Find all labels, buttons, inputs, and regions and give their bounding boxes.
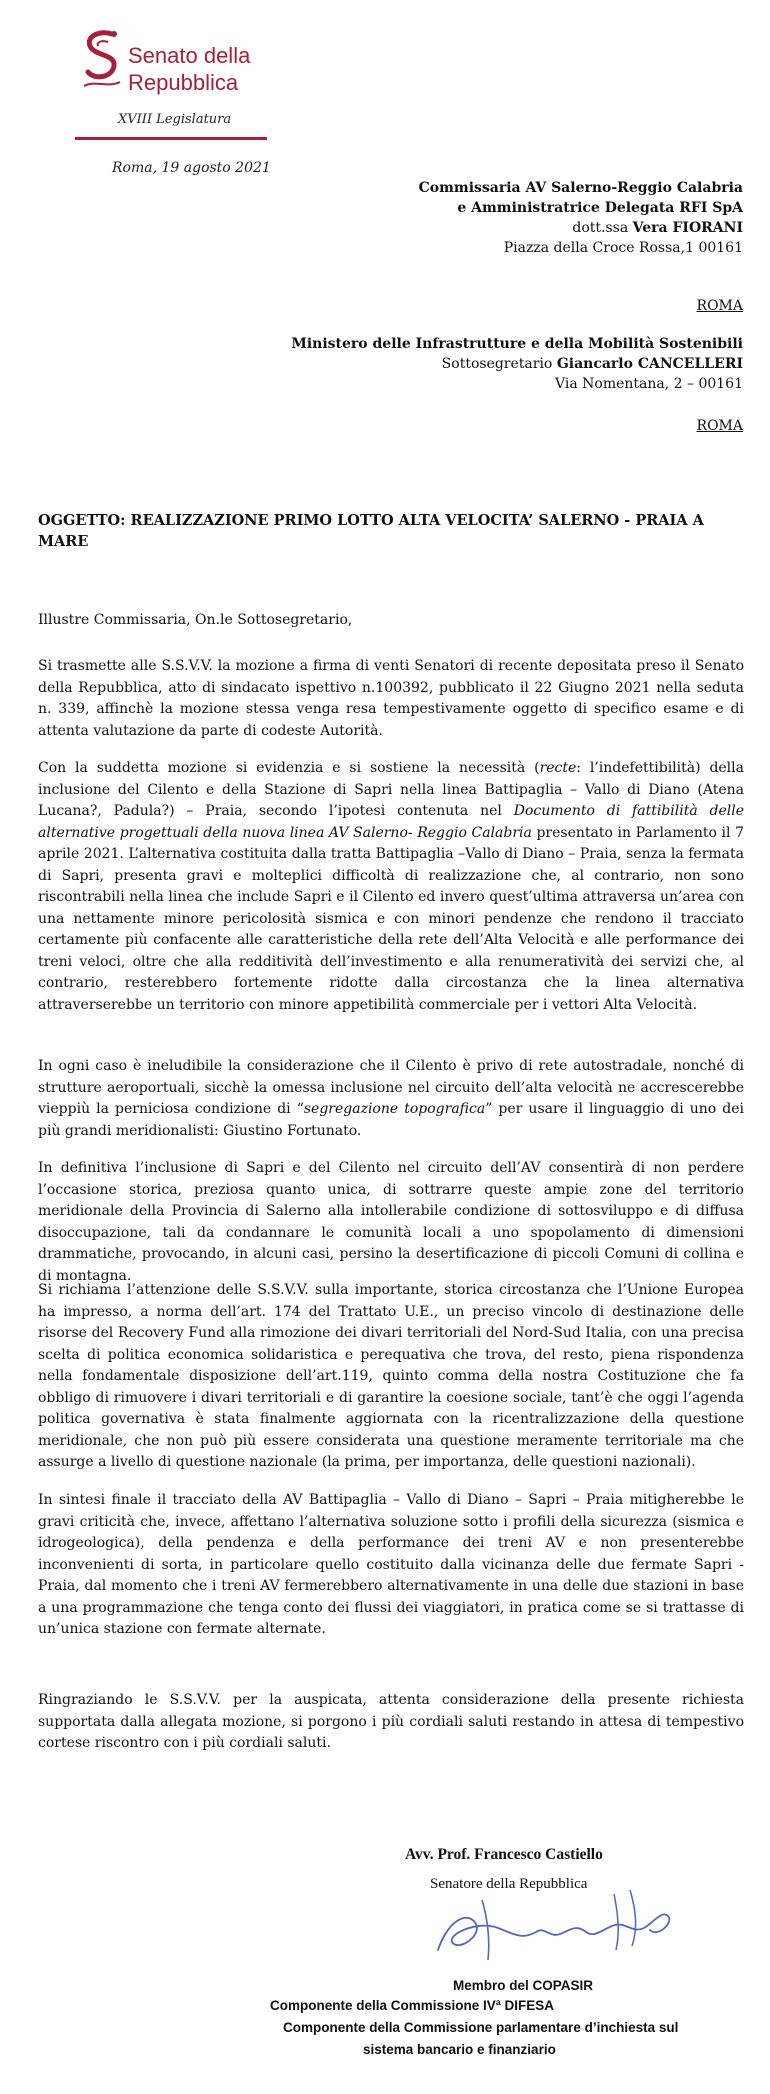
senate-logo — [78, 28, 126, 90]
letterhead-divider — [75, 137, 267, 140]
recipient-2-line-3: Via Nomentana, 2 – 00161 — [555, 376, 743, 392]
role-1: Membro del COPASIR — [453, 1978, 594, 1993]
recipient-block-2 — [123, 334, 743, 394]
paragraph-7: Ringraziando le S.S.V.V. per la auspicata, attenta considerazione della presente richiesta supportata dalla allegata mozione, si porgono i più cordiali saluti restando in attesa di tempestivo cortese riscontro con i più cordiali saluti. — [38, 1692, 744, 1751]
paragraph-5: Si richiama l’attenzione delle S.S.V.V. sulla importante, storica circostanza che l’Unione Europea ha impresso, a norma dell’art. 174 del Trattato U.E., un preciso vincolo di destinazione delle risorse del Recovery Fund alla rimozione dei divari territoriali del Nord-Sud Italia, con una precisa scelta di politica economica solidaristica e perequativa che trova, del resto, piena rispondenza nella fondamentale disposizione dell’art.119, quinto comma della nostra Costituzione che fa obbligo di rimuovere i divari territoriali e di garantire la coesione sociale, tant’è che oggi l’agenda politica governativa è stata finalmente aggiornata con la ricentralizzazione della questione meridionale, che non può più essere considerata una questione meramente territoriale ma che assurge a livello di questione nazionale (la prima, per importanza, delle questioni nazionali). — [38, 1282, 744, 1470]
signatory-title: Senatore della Repubblica — [430, 1876, 588, 1892]
paragraph-6: In sintesi finale il tracciato della AV Battipaglia – Vallo di Diano – Sapri – Praia mitigherebbe le gravi criticità che, invece, affettano l’alternativa soluzione sotto i profili della sicurezza (sismica e idrogeologica), della pendenza e della performance dei treni AV e non presenterebbe inconvenienti di sorta, in particolare quello costituito dalla vicinanza delle due fermate Sapri - Praia, dal momento che i treni AV fermerebbero alternativamente in una delle due stazioni in base a una programmazione che tenga conto dei flussi dei viaggiatori, in pratica come se si trattasse di un’unica stazione con fermate alternate. — [38, 1492, 744, 1637]
paragraph-3: In ogni caso è ineludibile la considerazione che il Cilento è privo di rete autostradale, nonché di strutture aeroportuali, sicchè la omessa inclusione nel circuito dell’alta velocità ne accrescerebbe vieppiù la perniciosa condizione di “segregazione topografica” per usare il linguaggio di uno dei più grandi meridionalisti: Giustino Fortunato. — [38, 1058, 744, 1139]
letter-subject: OGGETTO: REALIZZAZIONE PRIMO LOTTO ALTA VELOCITA’ SALERNO - PRAIA A MARE — [38, 512, 704, 550]
recipient-1-name: Vera FIORANI — [632, 220, 743, 236]
handwritten-signature — [418, 1880, 698, 1970]
recipient-1-line-3 — [223, 218, 743, 238]
paragraph-1: Si trasmette alle S.S.V.V. la mozione a firma di venti Senatori di recente depositata preso il Senato della Repubblica, atto di sindacato ispettivo n.100392, pubblicato il 22 Giugno 2021 nella seduta n. 339, affinchè la mozione stessa venga resa tempestivamente oggetto di specifico esame e di attenta valutazione da parte di codeste Autorità. — [38, 658, 744, 739]
recipient-2-city: ROMA — [696, 418, 743, 434]
signature-scribble-icon — [418, 1880, 698, 1970]
recipient-1-prefix: dott.ssa — [572, 220, 633, 236]
recipient-1-line-4: Piazza della Croce Rossa,1 00161 — [503, 240, 743, 256]
paragraph-4: In definitiva l’inclusione di Sapri e del Cilento nel circuito dell’AV consentirà di non perdere l’occasione storica, preziosa quanto unica, di sottrarre queste ampie zone del territorio meridionale della Provincia di Salerno alla intollerabile condizione di sottosviluppo e di diffusa disoccupazione, tali da condannare le comunità locali a uno spopolamento di dimensioni drammatiche, provocando, in alcuni casi, persino la desertificazione di piccoli Comuni di collina e di montagna. — [38, 1160, 744, 1284]
letter-date: Roma, 19 agosto 2021 — [112, 160, 271, 176]
recipient-1-line-2: e Amministratrice Delegata RFI SpA — [457, 200, 743, 216]
legislature: XVIII Legislatura — [118, 112, 232, 127]
recipient-2-line-1: Ministero delle Infrastrutture e della Mobilità Sostenibili — [291, 336, 743, 352]
recipient-block-1 — [223, 178, 743, 258]
recipient-2-role: Sottosegretario — [441, 356, 557, 372]
recipient-1-line-1: Commissaria AV Salerno-Reggio Calabria — [418, 180, 743, 196]
role-2: Componente della Commissione IVª DIFESA — [270, 1998, 555, 2013]
institution-line-2: Repubblica — [128, 70, 239, 95]
institution-line-1: Senato della — [128, 43, 251, 68]
senate-emblem-icon — [78, 28, 126, 90]
signatory-name: Avv. Prof. Francesco Castiello — [405, 1846, 603, 1863]
recipient-2-line-2 — [123, 354, 743, 374]
recipient-1-city: ROMA — [696, 298, 743, 314]
recipient-2-name: Giancarlo CANCELLERI — [556, 356, 743, 372]
role-4: sistema bancario e finanziario — [363, 2042, 556, 2057]
salutation: Illustre Commissaria, On.le Sottosegretario, — [38, 612, 353, 628]
institution-name — [128, 42, 250, 96]
paragraph-2: Con la suddetta mozione si evidenzia e si sostiene la necessità (recte: l’indefettibilità) della inclusione del Cilento e della Stazione di Sapri nella linea Battipaglia – Vallo di Diano (Atena Lucana?, Padula?) – Praia, secondo l’ipotesi contenuta nel Documento di fattibilità delle alternative progettuali della nuova linea AV Salerno- Reggio Calabria presentato in Parlamento il 7 aprile 2021. L’alternativa costituita dalla tratta Battipaglia –Vallo di Diano – Praia, senza la fermata di Sapri, presenta gravi e molteplici difficoltà di realizzazione che, al contrario, non sono riscontrabili nella linea che include Sapri e il Cilento ed invero quest’ultima attraversa un’area con una nettamente minore pericolosità sismica e con minori pendenze che rendono il tracciato certamente più confacente alle caratteristiche della rete dell’Alta Velocità e alle performance dei treni veloci, oltre che alla redditività dell’investimento e alla renumeratività dei servizi che, al contrario, resterebbero fortemente ridotte dalla circostanza che la linea alternativa attraverserebbe un territorio con minore appetibilità commerciale per i vettori Alta Velocità. — [38, 760, 745, 1013]
role-3: Componente della Commissione parlamentare d’inchiesta sul — [283, 2020, 679, 2035]
